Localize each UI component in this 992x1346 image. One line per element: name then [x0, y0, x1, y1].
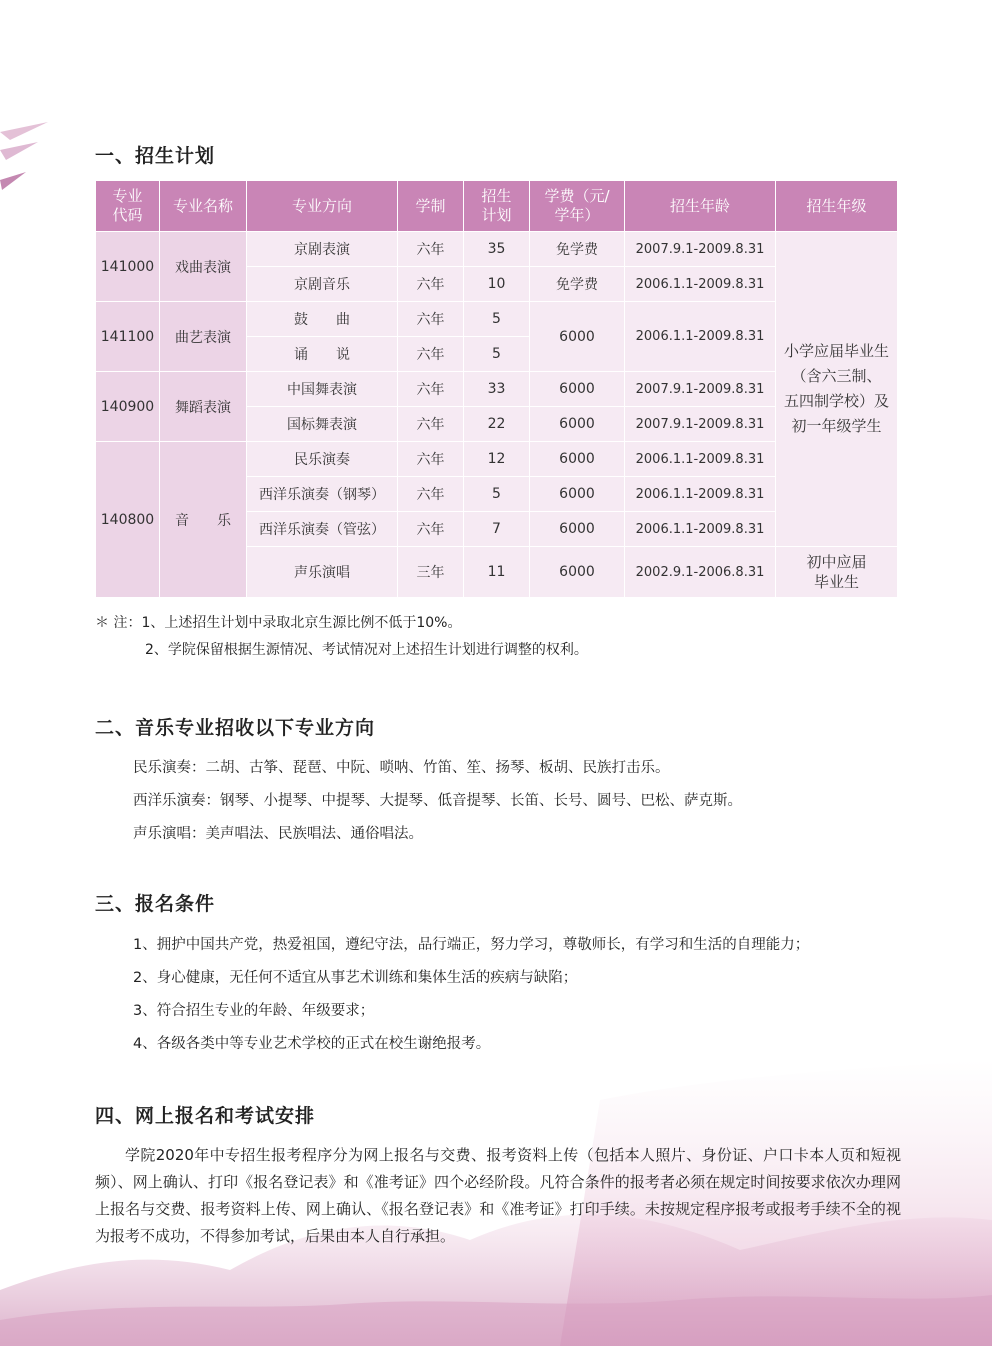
section-title-enrollment-plan: 一、招生计划: [95, 145, 216, 167]
direction-cell: 中国舞表演: [247, 372, 398, 407]
duration-cell: 六年: [398, 372, 464, 407]
music-line-vocal: 声乐演唱：美声唱法、民族唱法、通俗唱法。: [133, 826, 423, 842]
quota-cell: 33: [464, 372, 530, 407]
duration-cell: 六年: [398, 337, 464, 372]
fee-cell: 免学费: [530, 267, 625, 302]
duration-cell: 六年: [398, 267, 464, 302]
major-name: 曲艺表演: [160, 302, 247, 372]
table-notes: [95, 610, 588, 664]
direction-cell: 京剧表演: [247, 232, 398, 267]
fee-cell: 6000: [530, 302, 625, 372]
quota-cell: 5: [464, 477, 530, 512]
duration-cell: 六年: [398, 232, 464, 267]
quota-cell: 10: [464, 267, 530, 302]
header-age: 招生年龄: [625, 181, 776, 232]
direction-cell: 民乐演奏: [247, 442, 398, 477]
major-code: 140800: [96, 442, 160, 598]
age-cell: 2002.9.1-2006.8.31: [625, 547, 776, 598]
direction-cell: 国标舞表演: [247, 407, 398, 442]
table-row: [96, 232, 898, 267]
direction-cell: 诵 说: [247, 337, 398, 372]
direction-cell: 西洋乐演奏（钢琴）: [247, 477, 398, 512]
requirement-item: 4、各级各类中等专业艺术学校的正式在校生谢绝报考。: [133, 1036, 491, 1052]
quota-cell: 11: [464, 547, 530, 598]
fee-cell: 6000: [530, 442, 625, 477]
fee-cell: 免学费: [530, 232, 625, 267]
header-major-name: 专业名称: [160, 181, 247, 232]
direction-cell: 西洋乐演奏（管弦）: [247, 512, 398, 547]
duration-cell: 三年: [398, 547, 464, 598]
header-quota: 招生 计划: [464, 181, 530, 232]
registration-paragraph: 学院2020年中专招生报考程序分为网上报名与交费、报考资料上传（包括本人照片、身份证、户口卡本人页和短视频）、网上确认、打印《报名登记表》和《准考证》四个必经阶段。凡符合条件的报考者必须在规定时间按要求依次办理网上报名与交费、报考资料上传、网上确认、《报名登记表》和《准考证》打印手续。未按规定程序报考或报考手续不全的视为报考不成功，不得参加考试，后果由本人自行承担。: [95, 1146, 901, 1245]
note-2: 2、学院保留根据生源情况、考试情况对上述招生计划进行调整的权利。: [145, 642, 588, 658]
duration-cell: 六年: [398, 302, 464, 337]
section-title-requirements: 三、报名条件: [95, 893, 216, 915]
fee-cell: 6000: [530, 512, 625, 547]
duration-cell: 六年: [398, 477, 464, 512]
header-direction: 专业方向: [247, 181, 398, 232]
quota-cell: 7: [464, 512, 530, 547]
music-line-folk: 民乐演奏：二胡、古筝、琵琶、中阮、唢呐、竹笛、笙、扬琴、板胡、民族打击乐。: [133, 760, 670, 776]
header-grade: 招生年级: [776, 181, 898, 232]
major-code: 141100: [96, 302, 160, 372]
quota-cell: 5: [464, 337, 530, 372]
duration-cell: 六年: [398, 407, 464, 442]
age-cell: 2006.1.1-2009.8.31: [625, 442, 776, 477]
decorative-brush-left: [0, 120, 60, 210]
quota-cell: 12: [464, 442, 530, 477]
grade-primary-cell: 小学应届毕业生 （含六三制、 五四制学校）及 初一年级学生: [776, 232, 898, 547]
direction-cell: 鼓 曲: [247, 302, 398, 337]
duration-cell: 六年: [398, 442, 464, 477]
major-code: 141000: [96, 232, 160, 302]
age-cell: 2006.1.1-2009.8.31: [625, 267, 776, 302]
music-line-western: 西洋乐演奏：钢琴、小提琴、中提琴、大提琴、低音提琴、长笛、长号、圆号、巴松、萨克斯。: [133, 793, 742, 809]
major-name: 音 乐: [160, 442, 247, 598]
major-name: 戏曲表演: [160, 232, 247, 302]
fee-cell: 6000: [530, 547, 625, 598]
age-cell: 2007.9.1-2009.8.31: [625, 372, 776, 407]
header-duration: 学制: [398, 181, 464, 232]
fee-cell: 6000: [530, 407, 625, 442]
header-code: 专业 代码: [96, 181, 160, 232]
direction-cell: 京剧音乐: [247, 267, 398, 302]
note-1: ＊ 注：1、上述招生计划中录取北京生源比例不低于10%。: [95, 615, 462, 631]
requirement-item: 2、身心健康，无任何不适宜从事艺术训练和集体生活的疾病与缺陷；: [133, 970, 578, 986]
table-header-row: [96, 181, 898, 232]
duration-cell: 六年: [398, 512, 464, 547]
quota-cell: 22: [464, 407, 530, 442]
section-title-online-registration: 四、网上报名和考试安排: [95, 1105, 316, 1127]
direction-cell: 声乐演唱: [247, 547, 398, 598]
major-code: 140900: [96, 372, 160, 442]
fee-cell: 6000: [530, 372, 625, 407]
age-cell: 2007.9.1-2009.8.31: [625, 407, 776, 442]
age-cell: 2006.1.1-2009.8.31: [625, 512, 776, 547]
age-cell: 2007.9.1-2009.8.31: [625, 232, 776, 267]
section-title-music-directions: 二、音乐专业招收以下专业方向: [95, 717, 376, 739]
grade-junior-cell: 初中应届 毕业生: [776, 547, 898, 598]
quota-cell: 35: [464, 232, 530, 267]
fee-cell: 6000: [530, 477, 625, 512]
enrollment-plan-table: [95, 180, 898, 598]
quota-cell: 5: [464, 302, 530, 337]
header-fee: 学费（元/ 学年）: [530, 181, 625, 232]
requirement-item: 3、符合招生专业的年龄、年级要求；: [133, 1003, 375, 1019]
age-cell: 2006.1.1-2009.8.31: [625, 302, 776, 372]
major-name: 舞蹈表演: [160, 372, 247, 442]
age-cell: 2006.1.1-2009.8.31: [625, 477, 776, 512]
requirement-item: 1、拥护中国共产党，热爱祖国，遵纪守法，品行端正，努力学习，尊敬师长，有学习和生活的自理能力；: [133, 937, 810, 953]
